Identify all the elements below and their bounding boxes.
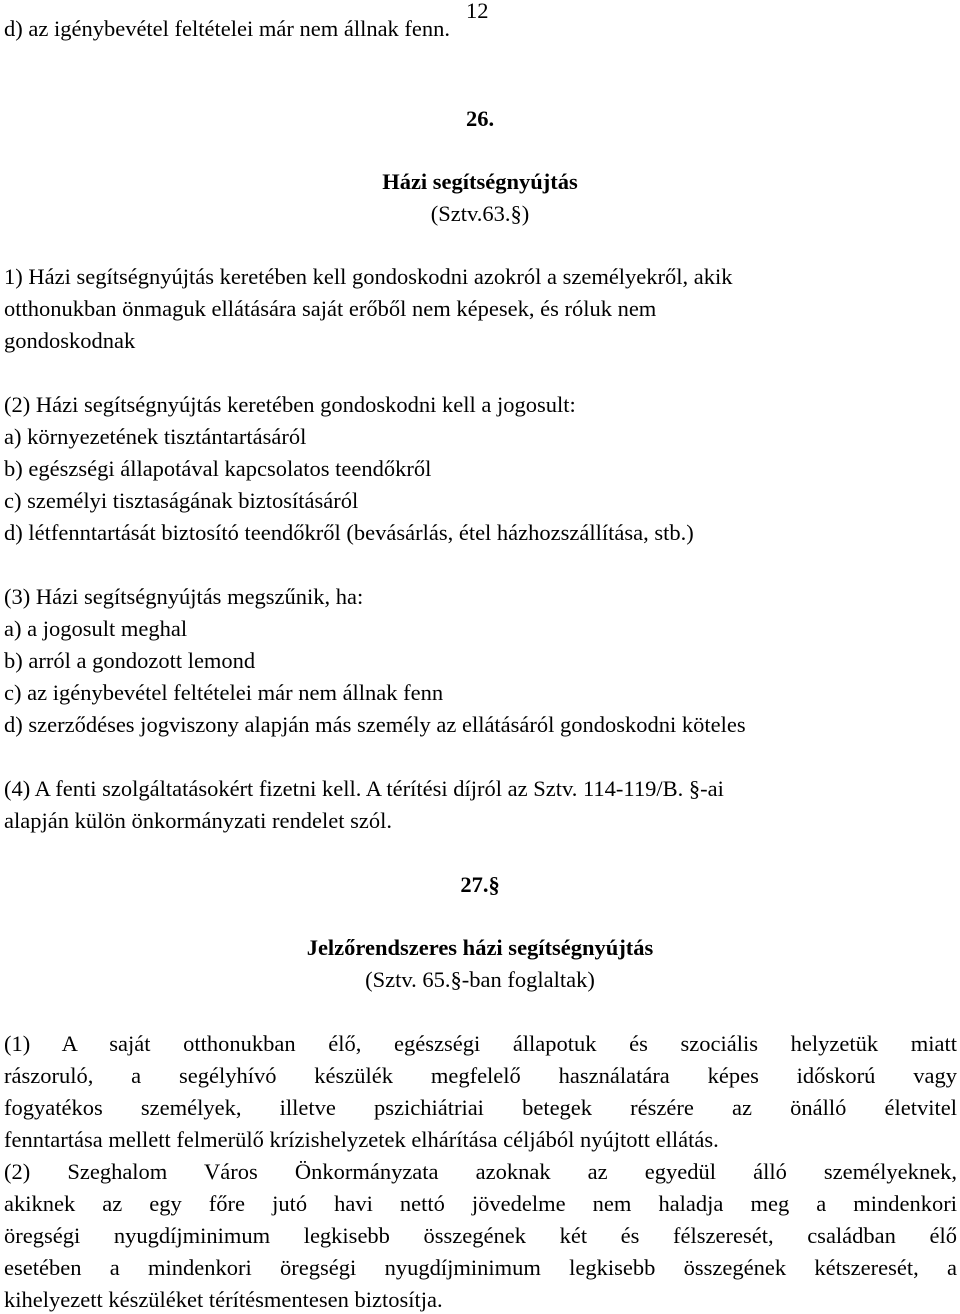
paragraph-5-line: fogyatékos személyek, illetve pszichiátriai betegek részére az önálló életvitel xyxy=(4,1095,957,1120)
section-26-reference: (Sztv.63.§) xyxy=(430,201,530,226)
top-line: d) az igénybevétel feltételei már nem állnak fenn. xyxy=(4,16,451,41)
paragraph-1-line: otthonukban önmaguk ellátására saját erőből nem képesek, és róluk nem xyxy=(4,296,657,321)
paragraph-5-line: rászoruló, a segélyhívó készülék megfelelő használatára képes időskorú vagy xyxy=(4,1063,957,1088)
paragraph-4-line: alapján külön önkormányzati rendelet szól. xyxy=(4,808,392,833)
paragraph-2-line: b) egészségi állapotával kapcsolatos teendőkről xyxy=(4,456,432,481)
paragraph-2-line: a) környezetének tisztántartásáról xyxy=(4,424,307,449)
section-26-title: Házi segítségnyújtás xyxy=(382,169,578,194)
paragraph-6-line: (2) Szeghalom Város Önkormányzata azoknak az egyedül álló személyeknek, xyxy=(4,1159,957,1184)
paragraph-3-line: a) a jogosult meghal xyxy=(4,616,188,641)
paragraph-5-line: (1) A saját otthonukban élő, egészségi állapotuk és szociális helyzetük miatt xyxy=(4,1031,957,1056)
section-27-number: 27.§ xyxy=(460,872,500,897)
paragraph-2-line: (2) Házi segítségnyújtás keretében gondoskodni kell a jogosult: xyxy=(4,392,576,417)
paragraph-2-line: d) létfenntartását biztosító teendőkről (bevásárlás, étel házhozszállítása, stb.) xyxy=(4,520,694,545)
section-27-reference: (Sztv. 65.§-ban foglaltak) xyxy=(365,967,595,992)
paragraph-6-line: akiknek az egy főre jutó havi nettó jövedelme nem haladja meg a mindenkori xyxy=(4,1191,957,1216)
paragraph-4-line: (4) A fenti szolgáltatásokért fizetni kell. A térítési díjról az Sztv. 114-119/B. §-ai xyxy=(4,776,724,801)
section-27-title: Jelzőrendszeres házi segítségnyújtás xyxy=(306,935,654,960)
paragraph-6-line: öregségi nyugdíjminimum legkisebb összegének két és félszeresét, családban élő xyxy=(4,1223,957,1248)
paragraph-5-line: fenntartása mellett felmerülő krízishelyzetek elhárítása céljából nyújtott ellátás. xyxy=(4,1127,719,1152)
paragraph-6-line: esetében a mindenkori öregségi nyugdíjminimum legkisebb összegének kétszeresét, a xyxy=(4,1255,957,1280)
paragraph-3-line: b) arról a gondozott lemond xyxy=(4,648,256,673)
paragraph-2-line: c) személyi tisztaságának biztosításáról xyxy=(4,488,359,513)
paragraph-1-line: gondoskodnak xyxy=(4,328,136,353)
paragraph-3-line: d) szerződéses jogviszony alapján más személy az ellátásáról gondoskodni köteles xyxy=(4,712,746,737)
paragraph-3-line: c) az igénybevétel feltételei már nem állnak fenn xyxy=(4,680,444,705)
page-number: 12 xyxy=(466,0,489,23)
paragraph-1-line: 1) Házi segítségnyújtás keretében kell gondoskodni azokról a személyekről, akik xyxy=(4,264,733,289)
section-26-number: 26. xyxy=(465,106,495,131)
paragraph-6-line: kihelyezett készüléket térítésmentesen biztosítja. xyxy=(4,1287,443,1312)
paragraph-3-line: (3) Házi segítségnyújtás megszűnik, ha: xyxy=(4,584,364,609)
